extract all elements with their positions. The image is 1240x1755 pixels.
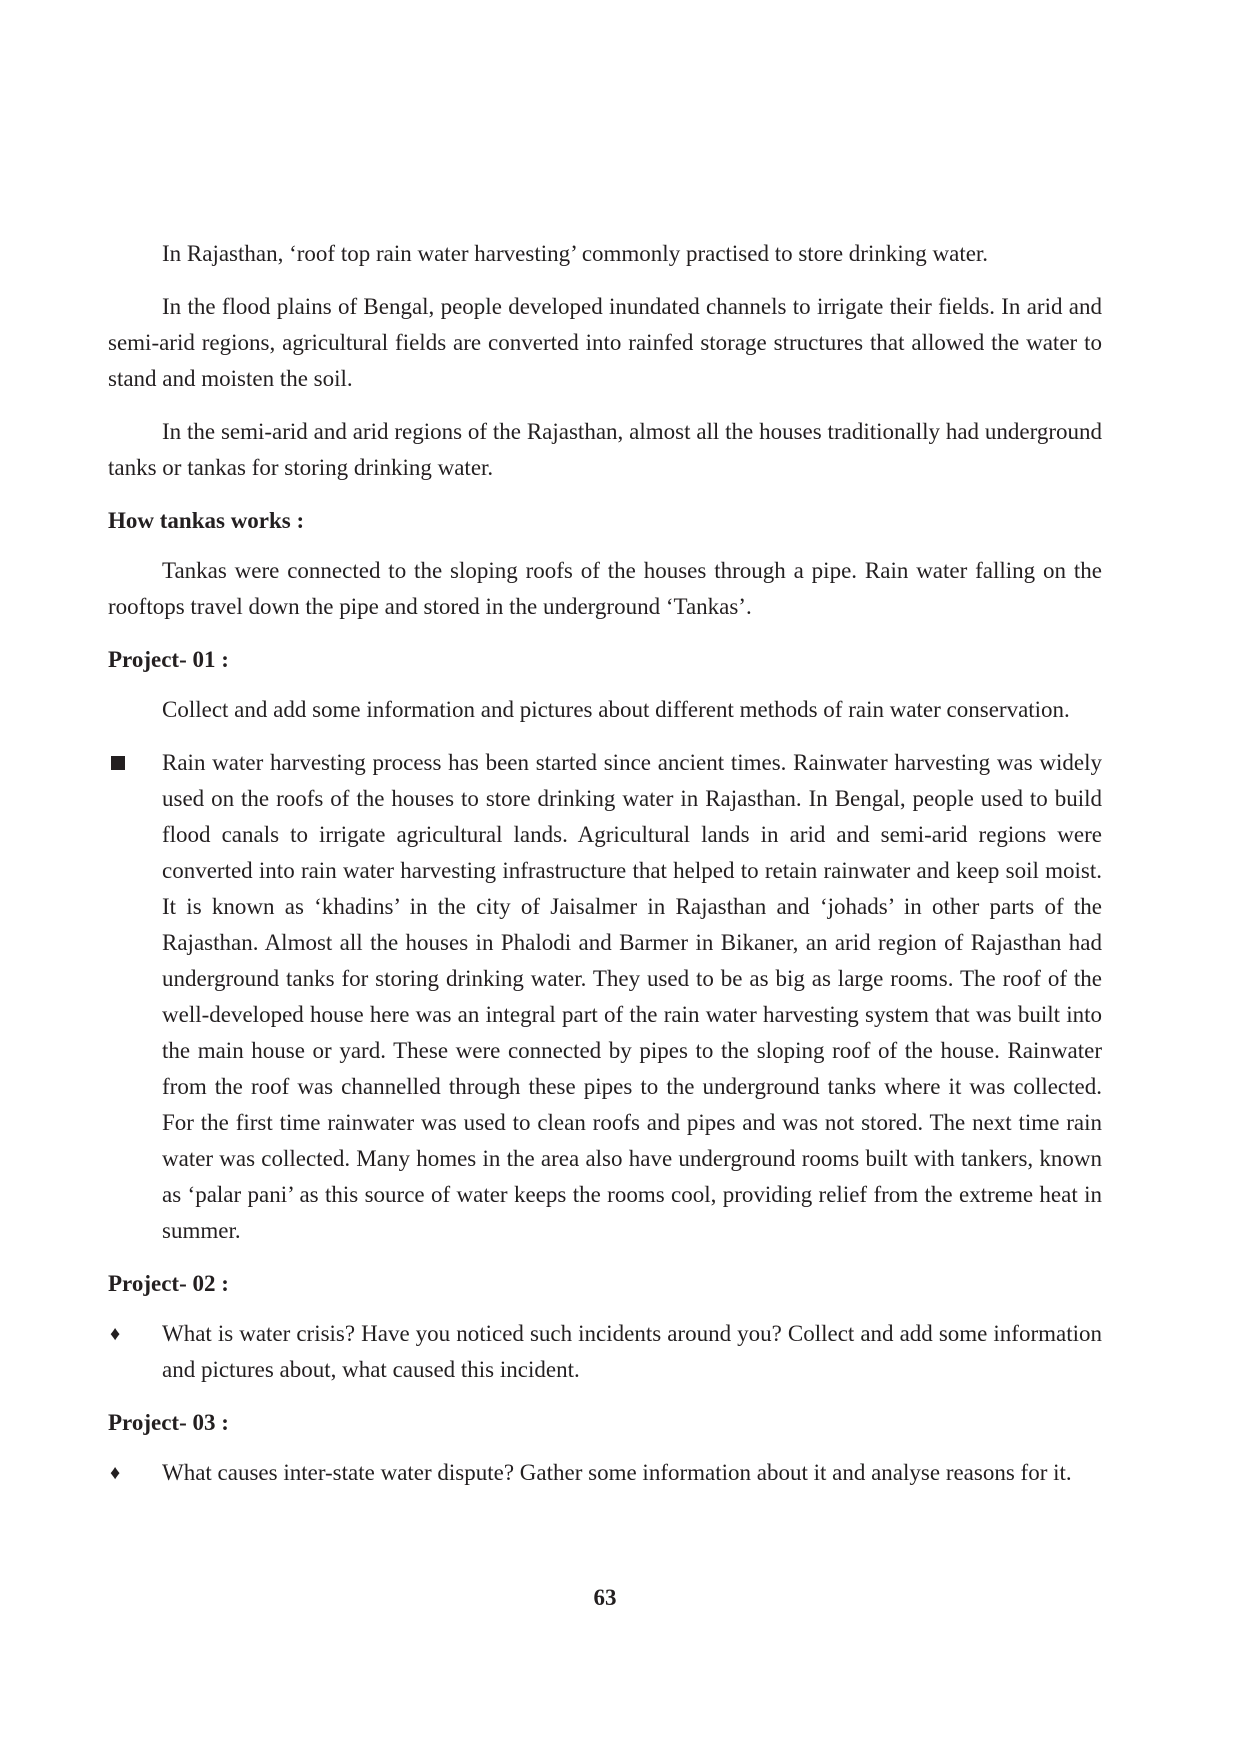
heading-project-01: Project- 01 : bbox=[108, 647, 229, 672]
project-01-answer-text: Rain water harvesting process has been started since ancient times. Rainwater harvesting was widely used on the roofs of the houses to store drinking water in Rajasthan. In Bengal, people used to build flood canals to irrigate agricultural lands. Agricultural lands in arid and semi-arid regions were converted into rain water harvesting infrastructure that helped to retain rainwater and keep soil moist. It is known as ‘khadins’ in the city of Jaisalmer in Rajasthan and ‘johads’ in other parts of the Rajasthan. Almost all the houses in Phalodi and Barmer in Bikaner, an arid region of Rajasthan had underground tanks for storing drinking water. They used to be as big as large rooms. The roof of the well-developed house here was an integral part of the rain water harvesting system that was built into the main house or yard. These were connected by pipes to the sloping roof of the house. Rainwater from the roof was channelled through these pipes to the underground tanks where it was collected. For the first time rainwater was used to clean roofs and pipes and was not stored. The next time rain water was collected. Many homes in the area also have underground rooms built with tankers, known as ‘palar pani’ as this source of water keeps the rooms cool, providing relief from the extreme heat in summer. bbox=[162, 750, 1102, 1243]
heading-project-03: Project- 03 : bbox=[108, 1410, 229, 1435]
paragraph-how-tankas-works: Tankas were connected to the sloping roofs of the houses through a pipe. Rain water falling on the rooftops travel down the pipe and stored in the underground ‘Tankas’. bbox=[108, 558, 1102, 619]
page-number: 63 bbox=[593, 1585, 617, 1610]
paragraph-rajasthan-tankas: In the semi-arid and arid regions of the Rajasthan, almost all the houses traditionally had underground tanks or tankas for storing drinking water. bbox=[108, 419, 1102, 480]
page-content bbox=[108, 236, 1102, 1491]
project-03-task-text: What causes inter-state water dispute? Gather some information about it and analyse reasons for it. bbox=[162, 1460, 1072, 1485]
diamond-bullet-icon: ♦ bbox=[110, 1462, 121, 1484]
paragraph-roof-top-harvesting: In Rajasthan, ‘roof top rain water harvesting’ commonly practised to store drinking water. bbox=[162, 241, 989, 266]
project-01-task: Collect and add some information and pictures about different methods of rain water conservation. bbox=[162, 697, 1070, 722]
project-03-task bbox=[108, 1455, 1102, 1491]
heading-project-02: Project- 02 : bbox=[108, 1271, 229, 1296]
diamond-bullet-icon: ♦ bbox=[110, 1323, 121, 1345]
square-bullet-icon bbox=[111, 756, 125, 770]
paragraph-bengal-flood-plains: In the flood plains of Bengal, people developed inundated channels to irrigate their fields. In arid and semi-arid regions, agricultural fields are converted into rainfed storage structures that allowed the water to stand and moisten the soil. bbox=[108, 294, 1102, 391]
project-02-task-text: What is water crisis? Have you noticed such incidents around you? Collect and add some information and pictures about, what caused this incident. bbox=[162, 1321, 1102, 1382]
project-01-answer bbox=[108, 745, 1102, 1249]
heading-how-tankas-works: How tankas works : bbox=[108, 508, 305, 533]
project-02-task bbox=[108, 1316, 1102, 1388]
